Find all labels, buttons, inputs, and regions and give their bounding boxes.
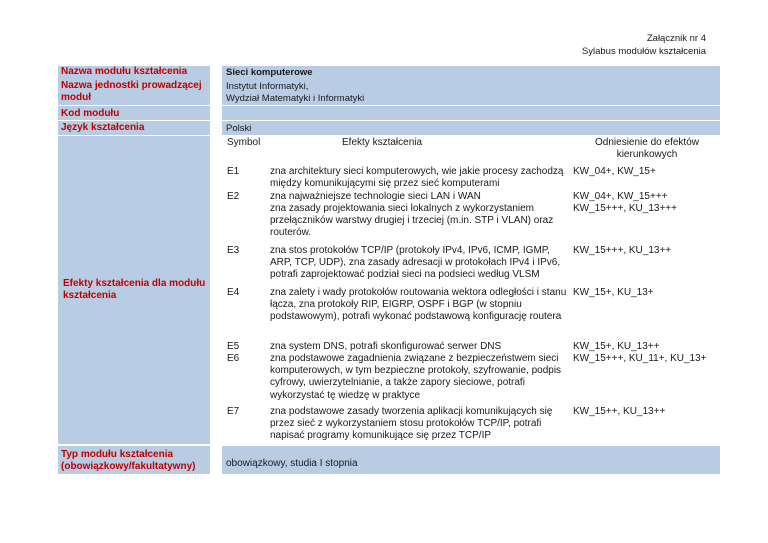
effect-description: zna zalety i wady protokołów routowania wektora odległości i stanu łącza, zna protokoły RIP, EIGRP, OSPF i BGP (w stopniu podstawowym), potrafi wykonać podstawową konfigurację routera xyxy=(270,287,567,323)
module-type-label: Typ modułu kształcenia (obowiązkowy/fakultatywny) xyxy=(58,446,210,474)
col-effects-header: Efekty kształcenia xyxy=(342,137,423,148)
effect-code: E2 xyxy=(227,191,240,202)
effect-description: zna podstawowe zagadnienia związane z bezpieczeństwem sieci komputerowych, w tym bezpieczne protokoły, szyfrowanie, podpis cyfrowy, uwierzytelnianie, a także zapory sieciowe, potrafi wykorzystać tę wiedzę w praktyce xyxy=(270,353,562,401)
row-divider xyxy=(58,135,720,136)
annex-number: Załącznik nr 4 xyxy=(646,33,706,44)
effect-description: zna system DNS, potrafi skonfigurować serwer DNS xyxy=(270,341,502,352)
effect-reference: KW_04+, KW_15+ xyxy=(573,166,656,177)
effect-code: E6 xyxy=(227,353,240,364)
row-divider xyxy=(58,105,720,106)
unit-value-line1: Instytut Informatyki, xyxy=(226,81,309,92)
module-code-value xyxy=(222,106,720,120)
document-title: Sylabus modułów kształcenia xyxy=(581,46,706,57)
effects-label: Efekty kształcenia dla modułu kształcenia xyxy=(63,278,206,301)
unit-label: Nazwa jednostki prowadzącej moduł xyxy=(58,79,210,105)
effect-code: E1 xyxy=(227,166,240,177)
effect-description: zna stos protokołów TCP/IP (protokoły IPv4, IPv6, ICMP, IGMP, ARP, TCP, UDP), zna zasady adresacji w protokołach IPv4 i IPv6, potrafi zaprojektować podział sieci na podsieci według VLSM xyxy=(270,245,561,281)
module-code-label: Kod modułu xyxy=(58,106,210,120)
effect-reference: KW_15+, KU_13+ xyxy=(573,287,654,298)
row-divider xyxy=(58,120,720,121)
effect-description: zna architektury sieci komputerowych, wie jakie procesy zachodzą między komunikującymi się przez sieć komputerami xyxy=(270,166,564,190)
effect-description: zna zasady projektowania sieci lokalnych z wykorzystaniem przełączników warstwy drugiej i trzeciej (m.in. STP i VLAN) oraz routerów. xyxy=(270,203,554,239)
effect-code: E3 xyxy=(227,245,240,256)
effect-description: zna najważniejsze technologie sieci LAN i WAN xyxy=(270,191,481,202)
effect-code: E5 xyxy=(227,341,240,352)
col-reference-header: Odniesienie do efektów kierunkowych xyxy=(595,137,699,160)
unit-value xyxy=(222,79,720,105)
unit-value-line2: Wydział Matematyki i Informatyki xyxy=(226,93,365,104)
module-name-value: Sieci komputerowe xyxy=(222,66,720,79)
effect-description: zna podstawowe zasady tworzenia aplikacji komunikujących się przez sieć z wykorzystaniem stosu protokołów TCP/IP, potrafi napisać programy komunikujące się przez TCP/IP xyxy=(270,406,553,442)
effect-code: E7 xyxy=(227,406,240,417)
effect-reference: KW_15+, KU_13++ xyxy=(573,341,660,352)
module-type-value: obowiązkowy, studia I stopnia xyxy=(222,446,720,474)
effect-reference: KW_04+, KW_15+++ xyxy=(573,191,668,202)
module-name-label: Nazwa modułu kształcenia xyxy=(58,66,210,79)
col-symbol-header: Symbol xyxy=(227,137,261,148)
language-value: Polski xyxy=(222,121,720,136)
effect-reference: KW_15+++, KU_13+++ xyxy=(573,203,677,214)
effect-reference: KW_15+++, KU_13++ xyxy=(573,245,672,256)
language-label: Język kształcenia xyxy=(58,121,210,135)
effect-reference: KW_15+++, KU_11+, KU_13+ xyxy=(573,353,707,364)
effect-code: E4 xyxy=(227,287,240,298)
row-divider xyxy=(58,445,720,446)
effect-reference: KW_15++, KU_13++ xyxy=(573,406,666,417)
